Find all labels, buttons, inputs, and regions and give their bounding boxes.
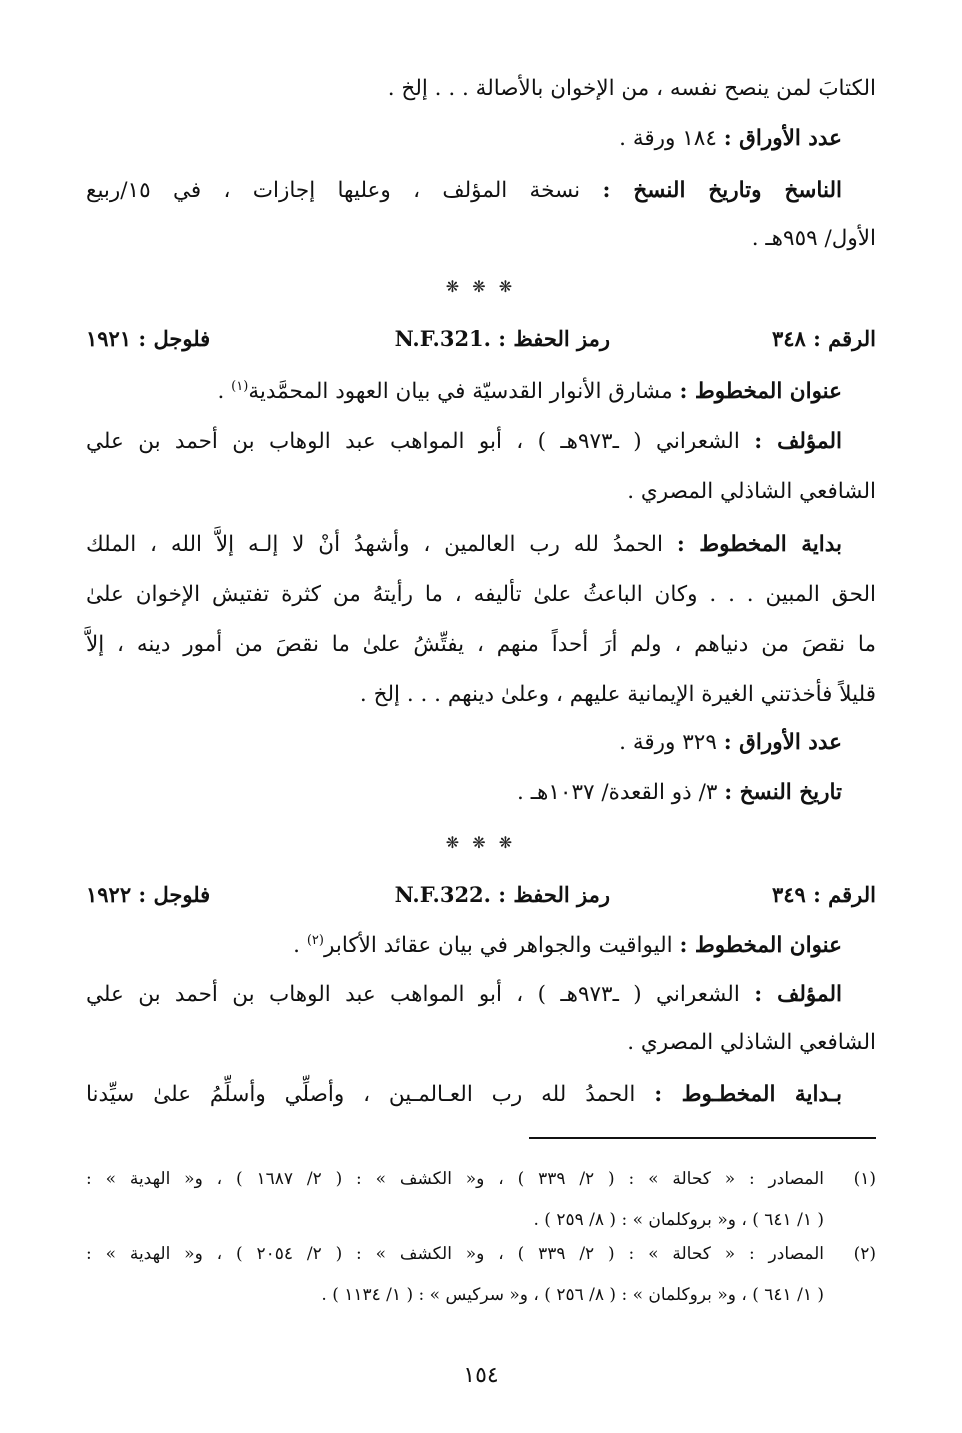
field-label: تاريخ النسخ :: [724, 780, 842, 805]
collection-number: فلوجل : ١٩٢١: [86, 326, 211, 351]
incipit-value: الحمدُ لله رب العالمين ، وأشهدُ أنْ لا إلـه إلاَّ الله ، الملك: [86, 532, 663, 557]
text-line: الأول/ ٩٥٩هـ .: [751, 226, 876, 251]
number-label: الرقم :: [813, 882, 876, 907]
copyist-row: [86, 180, 842, 202]
title-row: [293, 934, 842, 957]
code-value: N.F.321.: [394, 326, 491, 351]
text-line: الشافعي الشاذلي المصري .: [627, 1030, 876, 1055]
field-label: المؤلف :: [754, 429, 842, 454]
incipit-row: [86, 1084, 842, 1106]
page-number: ١٥٤: [463, 1363, 499, 1388]
number-value: ٣٤٩: [771, 882, 806, 907]
field-label: عدد الأوراق :: [723, 126, 842, 151]
author-value: الشعراني ( ـ٩٧٣هـ ) ، أبو المواهب عبد الوهاب بن أحمد بن علي: [86, 982, 740, 1007]
text-line: قليلاً فأخذتني الغيرة الإيمانية عليهم ، وعلىٰ دينهم . . . إلخ .: [359, 682, 876, 707]
footnote-line: ( ١/ ٦٤١ ) ، و« بروكلمان » : ( ٨/ ٢٥٩ ) .: [533, 1210, 824, 1230]
footnote-number: (١): [853, 1169, 876, 1189]
title-row: [218, 380, 843, 403]
field-value: ٣٢٩ ورقة .: [619, 730, 717, 755]
field-label: عنوان المخطوط :: [679, 379, 842, 405]
author-row: [86, 984, 842, 1006]
text-line: ما نقصَ من دنياهم ، ولم أرَ أحداً منهم ، يفتِّشُ علىٰ ما نقصَ من أمور دينه ، إلاَّ: [86, 632, 876, 657]
footnote-line: ( ١/ ٦٤١ ) ، و« بروكلمان » : ( ٨/ ٢٥٦ ) ، و« سركيس » : ( ١/ ١١٣٤ ) .: [321, 1285, 824, 1305]
punct: .: [293, 933, 307, 959]
text-line: الكتابَ لمن ينصح نفسه ، من الإخوان بالأصالة . . . إلخ .: [387, 76, 876, 101]
author-value: الشعراني ( ـ٩٧٣هـ ) ، أبو المواهب عبد الوهاب بن أحمد بن علي: [86, 429, 740, 454]
footnote-rule: [529, 1137, 876, 1139]
record-number: [772, 884, 876, 905]
shelf-mark: [395, 328, 610, 349]
section-separator: ❋ ❋ ❋: [445, 277, 517, 296]
footnote-ref: (١): [231, 379, 249, 394]
code-label: رمز الحفظ :: [498, 882, 610, 907]
record-number: [772, 328, 876, 349]
incipit-row: [86, 534, 842, 556]
footnote-line: المصادر : « كحالة » : ( ٢/ ٣٣٩ ) ، و« الكشف » : ( ٢/ ١٦٨٧ ) ، و« الهدية » :: [86, 1169, 824, 1189]
field-label: المؤلف :: [754, 982, 842, 1007]
field-label: عنوان المخطوط :: [679, 933, 842, 959]
manuscript-title: مشارق الأنوار القدسيّة في بيان العهود المحمَّدية: [248, 379, 673, 405]
footnote-line: المصادر : « كحالة » : ( ٢/ ٣٣٩ ) ، و« الكشف » : ( ٢/ ٢٠٥٤ ) ، و« الهدية » :: [86, 1244, 824, 1264]
punct: .: [217, 379, 232, 405]
footnote-ref: (٢): [306, 933, 324, 948]
field-label: بداية المخطوط :: [676, 532, 842, 557]
leaves-row: [619, 128, 842, 150]
leaves-row: [619, 732, 842, 754]
field-label: الناسخ وتاريخ النسخ :: [602, 178, 842, 203]
field-value: ٣/ ذو القعدة/ ١٠٣٧هـ .: [517, 780, 718, 805]
manuscript-title: اليواقيت والجواهر في بيان عقائد الأكابر: [323, 933, 673, 959]
text-line: الحق المبين . . . وكان الباعثُ علىٰ تأليفه ، ما رأيتهُ من كثرة تفتيش الإخوان علىٰ: [86, 582, 876, 607]
copy-date-row: [517, 782, 842, 804]
field-label: بـداية المخطـوط :: [654, 1082, 842, 1107]
field-value: ١٨٤ ورقة .: [619, 126, 717, 151]
footnote-number: (٢): [853, 1244, 876, 1264]
text-line: الشافعي الشاذلي المصري .: [627, 479, 876, 504]
field-label: عدد الأوراق :: [723, 730, 842, 755]
section-separator: ❋ ❋ ❋: [445, 833, 517, 852]
collection-number: فلوجل : ١٩٢٢: [86, 882, 211, 907]
author-row: [86, 431, 842, 453]
field-value: نسخة المؤلف ، وعليها إجازات ، في ١٥/ربيع: [86, 178, 581, 203]
number-label: الرقم :: [813, 326, 876, 351]
code-label: رمز الحفظ :: [498, 326, 610, 351]
incipit-value: الحمدُ لله رب العـالمـين ، وأصلِّي وأسلِّمُ علىٰ سيِّدنا: [86, 1082, 636, 1107]
code-value: N.F.322.: [394, 882, 491, 907]
number-value: ٣٤٨: [771, 326, 806, 351]
shelf-mark: [395, 884, 610, 905]
